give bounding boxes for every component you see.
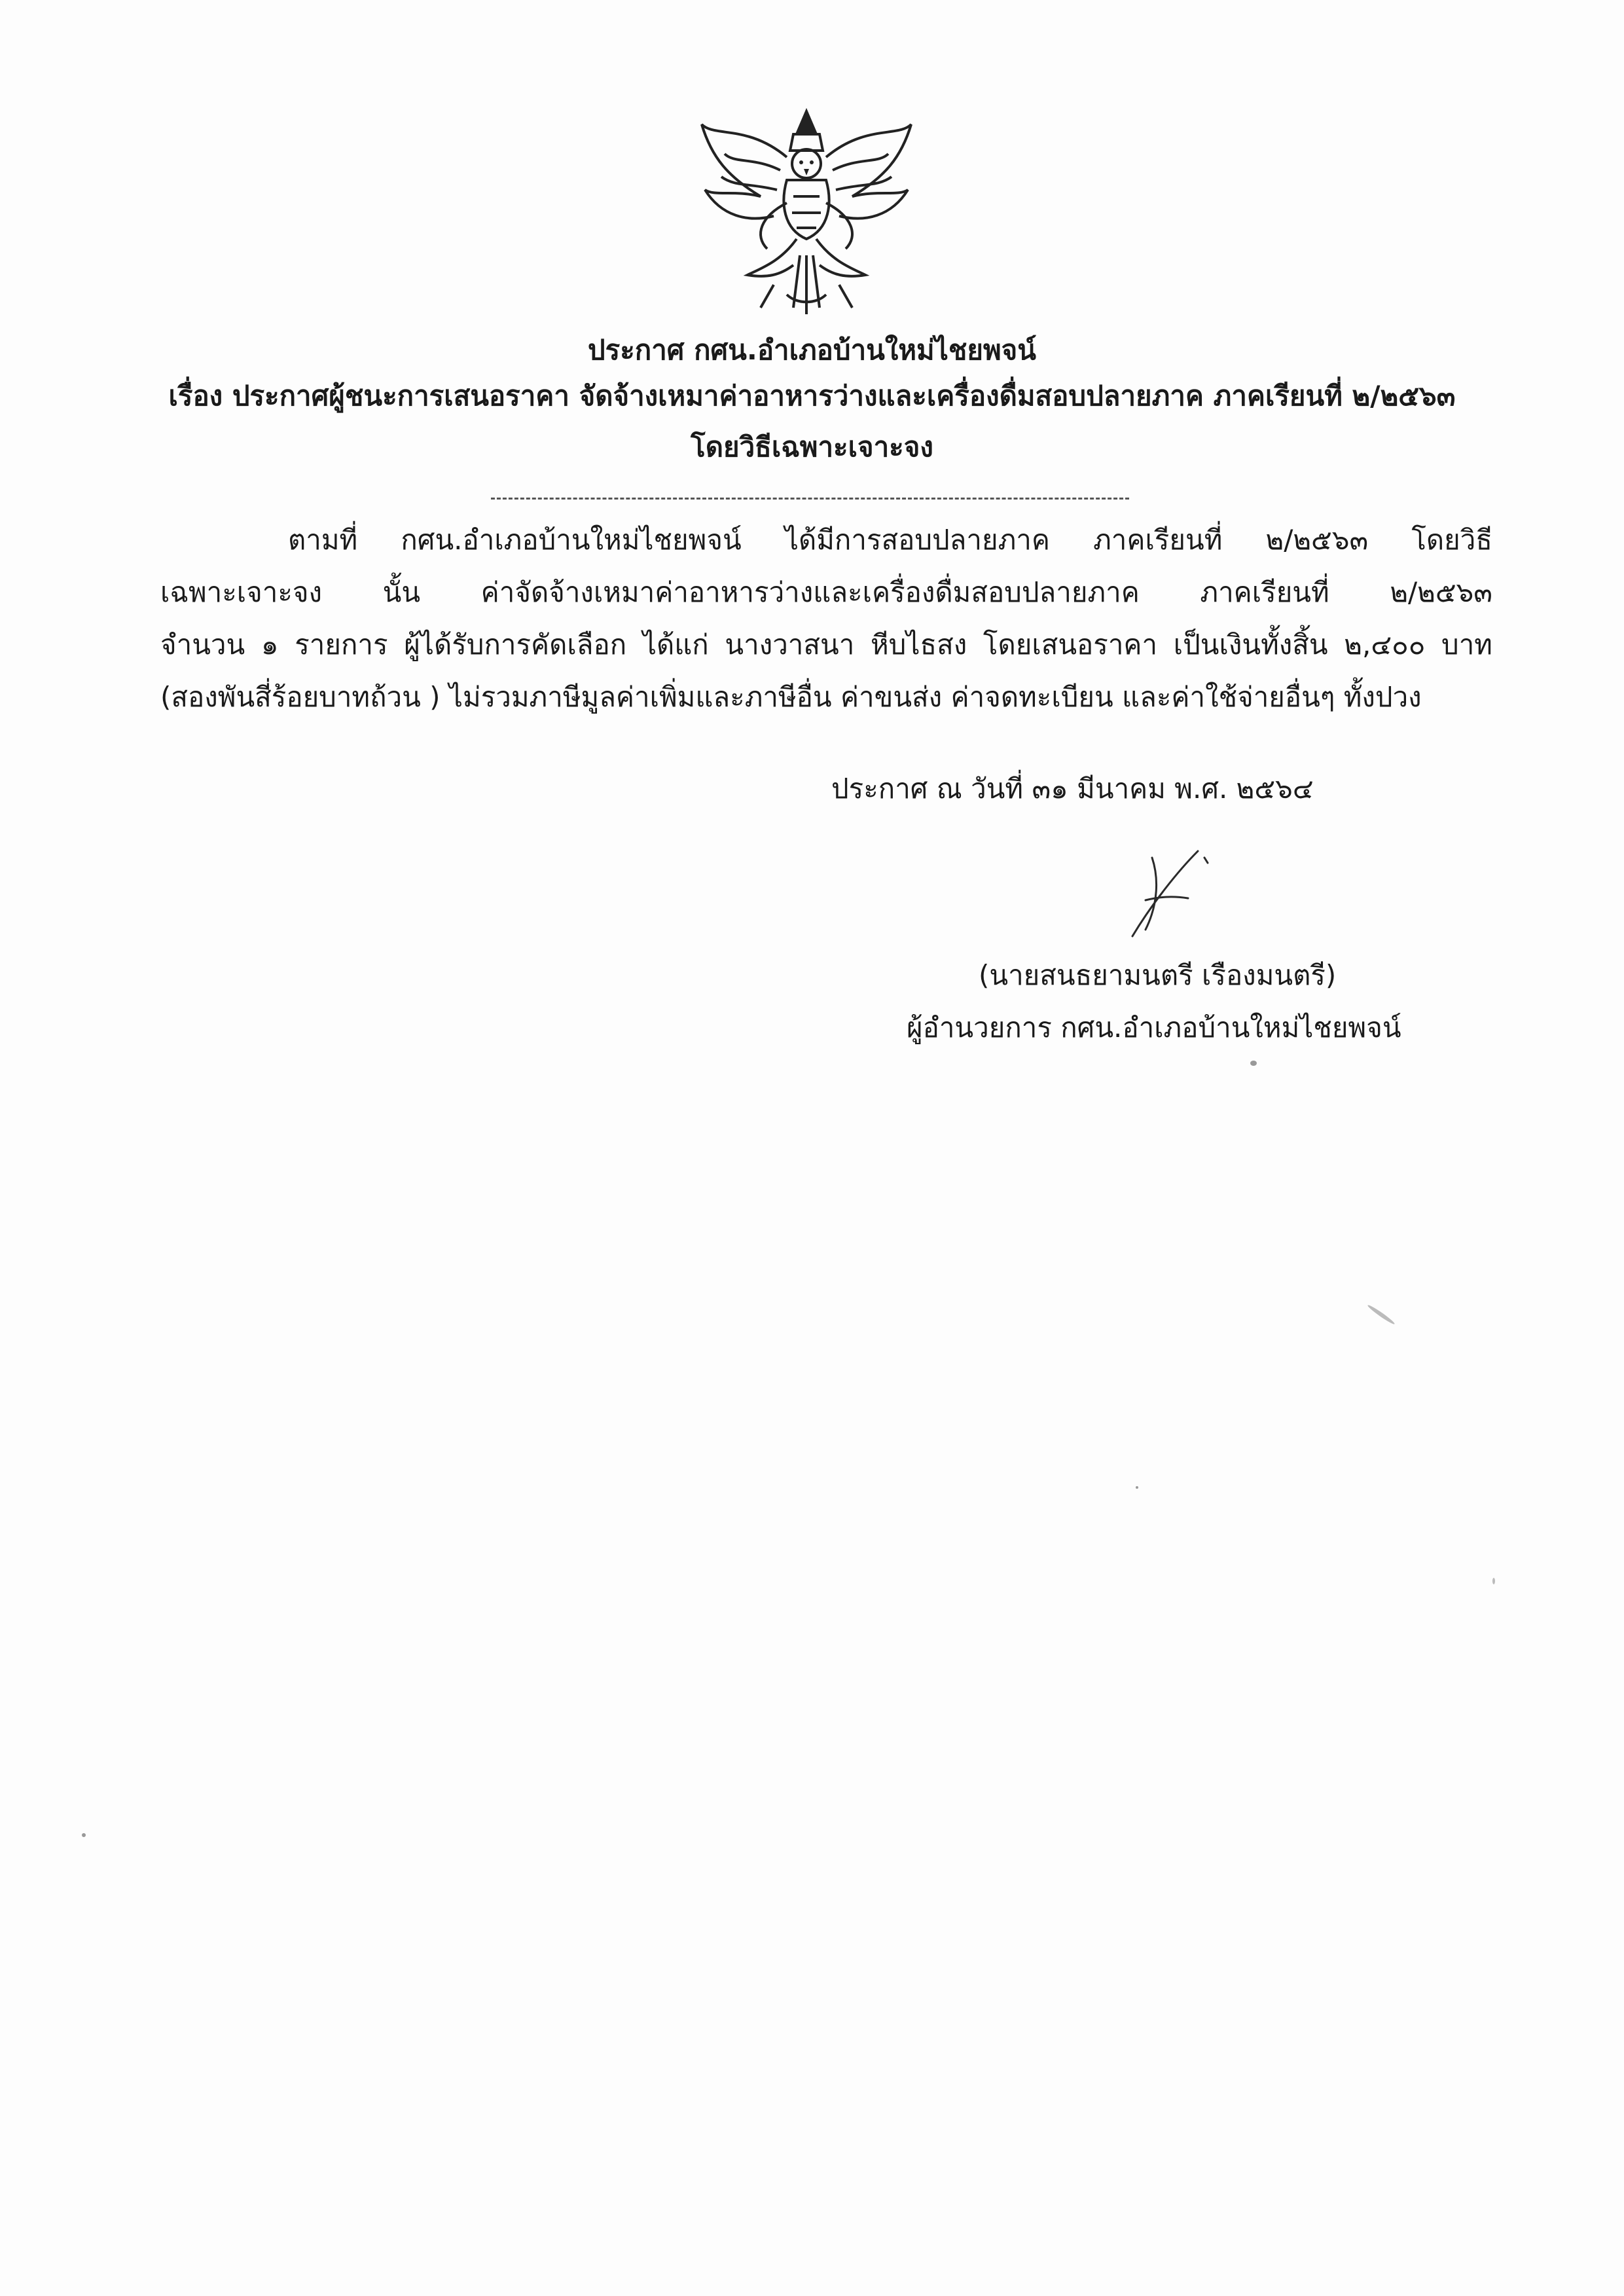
scan-speck (1492, 1578, 1495, 1584)
announcement-date: ประกาศ ณ วันที่ ๓๑ มีนาคม พ.ศ. ๒๕๖๔ (831, 773, 1314, 805)
scan-speck (82, 1833, 86, 1837)
scan-speck (1250, 1061, 1257, 1066)
announcement-subject: เรื่อง ประกาศผู้ชนะการเสนอราคา จัดจ้างเหมาค่าอาหารว่างและเครื่องดื่มสอบปลายภาค ภาคเรียนที่ ๒/๒๕๖๓ (168, 380, 1456, 412)
announcement-title: ประกาศ กศน.อำเภอบ้านใหม่ไชยพจน์ (588, 334, 1036, 366)
announcement-method: โดยวิธีเฉพาะเจาะจง (691, 431, 933, 463)
body-paragraph-line-1: ตามที่ กศน.อำเภอบ้านใหม่ไชยพจน์ ได้มีการสอบปลายภาค ภาคเรียนที่ ๒/๒๕๖๓ โดยวิธี (288, 524, 1492, 556)
scan-speck (1136, 1486, 1138, 1489)
signer-title: ผู้อำนวยการ กศน.อำเภอบ้านใหม่ไชยพจน์ (907, 1011, 1401, 1044)
scan-speck (1367, 1303, 1396, 1326)
signer-name: (นายสนธยามนตรี เรืองมนตรี) (979, 959, 1337, 991)
body-paragraph-line-4: (สองพันสี่ร้อยบาทถ้วน ) ไม่รวมภาษีมูลค่าเพิ่มและภาษีอื่น ค่าขนส่ง ค่าจดทะเบียน และค่าใช้จ่ายอื่นๆ ทั้งปวง (160, 681, 1422, 713)
signature-icon (1106, 845, 1211, 943)
body-paragraph-line-3: จำนวน ๑ รายการ ผู้ได้รับการคัดเลือก ได้แก่ นางวาสนา หีบไธสง โดยเสนอราคา เป็นเงินทั้งสิ้น ๒,๔๐๐ บาท (160, 629, 1492, 661)
dashed-divider (491, 498, 1129, 500)
garuda-emblem-icon (689, 98, 924, 327)
body-paragraph-line-2: เฉพาะเจาะจง นั้น ค่าจัดจ้างเหมาค่าอาหารว่างและเครื่องดื่มสอบปลายภาค ภาคเรียนที่ ๒/๒๕๖๓ (160, 576, 1492, 608)
